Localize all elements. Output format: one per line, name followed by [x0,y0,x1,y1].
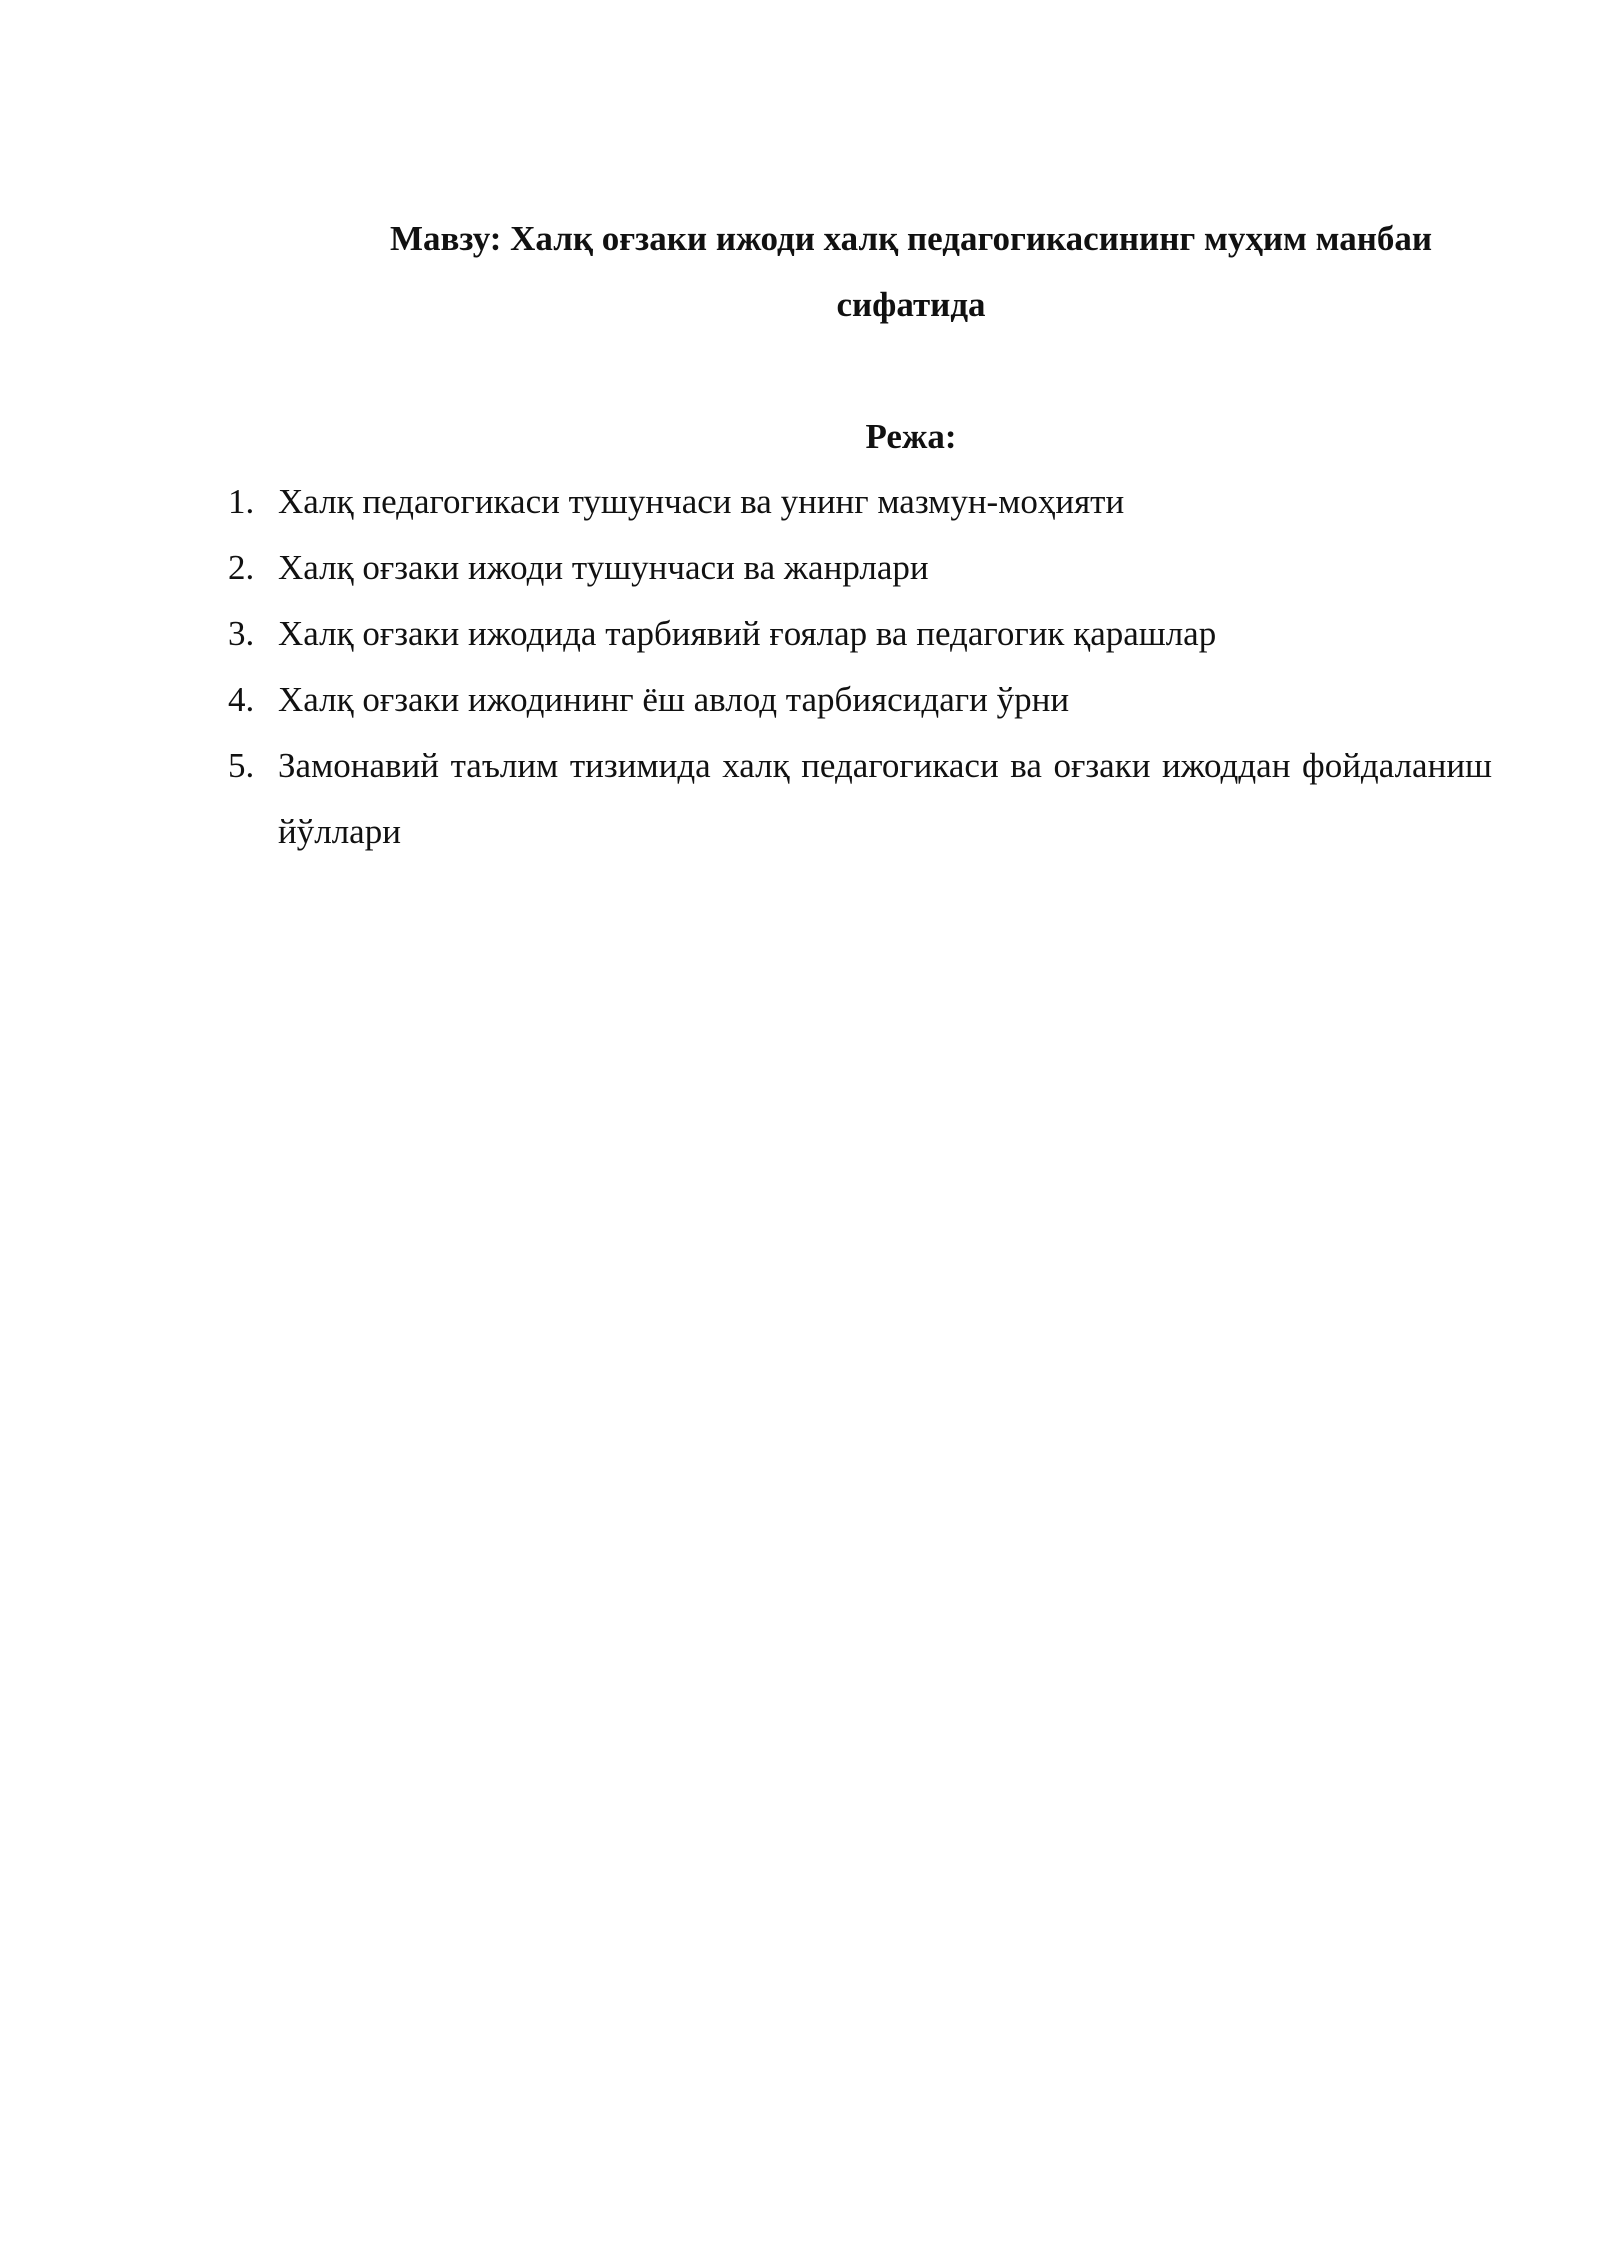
plan-item-number: 1. [228,482,255,521]
plan-item-number: 2. [228,548,255,587]
plan-item [228,535,1492,601]
plan-item [228,667,1492,733]
plan-item-number: 3. [228,614,255,653]
plan-item [228,733,1492,865]
plan-item-number: 4. [228,680,255,719]
plan-item-text: Халқ педагогикаси тушунчаси ва унинг мазмун-моҳияти [278,482,1125,521]
plan-item-number: 5. [228,746,255,785]
plan-item-text: Халқ оғзаки ижодида тарбиявий ғоялар ва педагогик қарашлар [278,614,1217,653]
plan-item-text: Халқ оғзаки ижодининг ёш авлод тарбиясидаги ўрни [278,680,1070,719]
plan-item [228,469,1492,535]
plan-item [228,601,1492,667]
plan-item-text: Замонавий таълим тизимида халқ педагогикаси ва оғзаки ижоддан фойдаланиш йўллари [278,746,1492,851]
plan-heading: Режа: [865,417,957,456]
plan-item-text: Халқ оғзаки ижоди тушунчаси ва жанрлари [278,548,929,587]
document-title: Мавзу: Халқ оғзаки ижоди халқ педагогикасининг муҳим манбаи сифатида [389,219,1433,324]
plan-list [228,469,1492,865]
